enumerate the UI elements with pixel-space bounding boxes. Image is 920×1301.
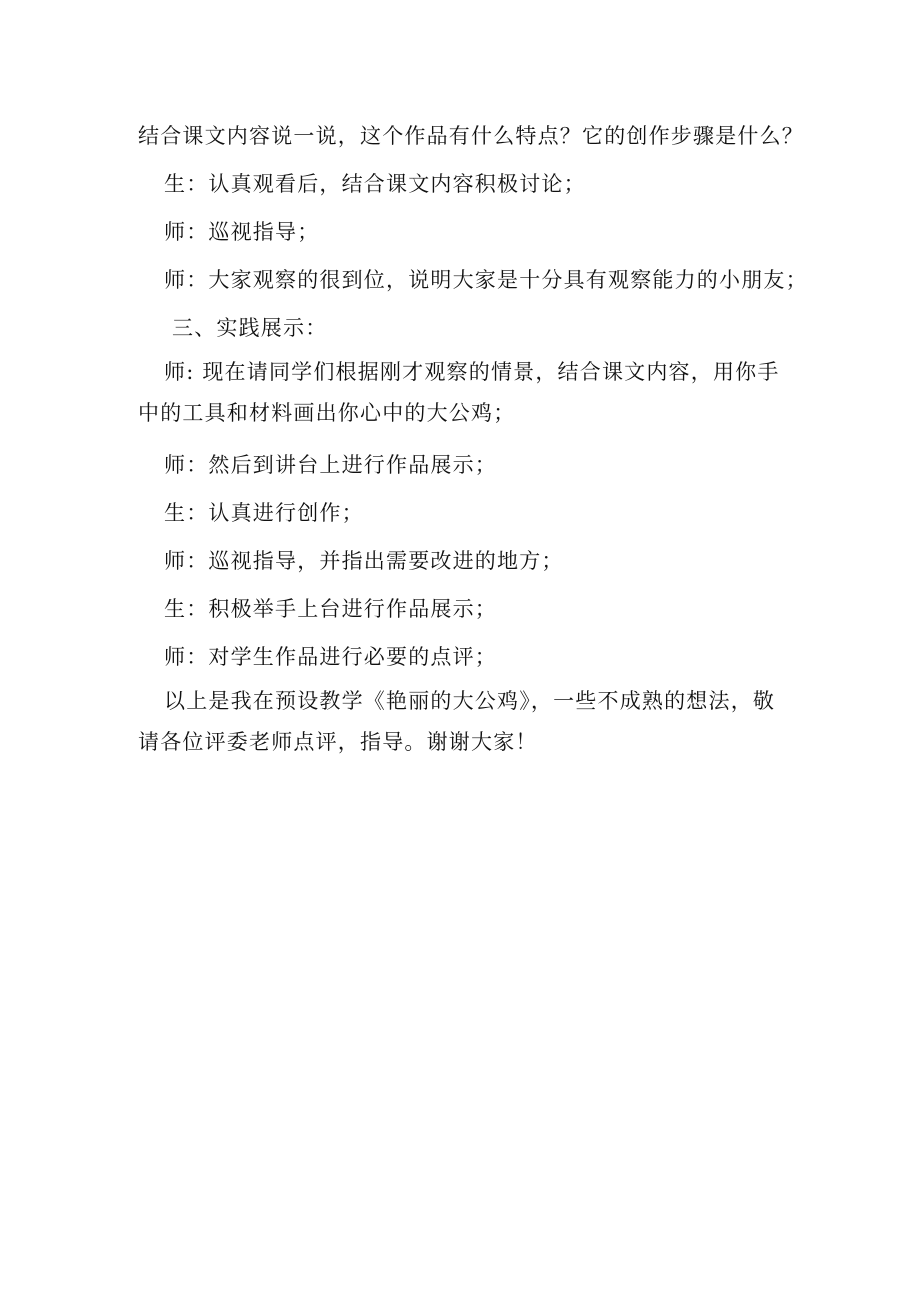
paragraph-student-discuss: 生：认真观看后，结合课文内容积极讨论； <box>164 172 586 196</box>
paragraph-question: 结合课文内容说一说，这个作品有什么特点？它的创作步骤是什么？ <box>138 124 804 148</box>
paragraph-student-present: 生：积极举手上台进行作品展示； <box>164 597 497 621</box>
document-body <box>138 112 808 763</box>
paragraph-teacher-instruct: 师: 现在请同学们根据刚才观察的情景，结合课文内容，用你手中的工具和材料画出你心中的大公鸡； <box>138 360 780 425</box>
paragraph-teacher-praise: 师：大家观察的很到位，说明大家是十分具有观察能力的小朋友； <box>164 268 808 292</box>
paragraph-closing: 以上是我在预设教学《艳丽的大公鸡》，一些不成熟的想法，敬请各位评委老师点评，指导。谢谢大家！ <box>138 689 776 754</box>
paragraph-teacher-guide: 师：巡视指导； <box>164 220 320 244</box>
paragraph-teacher-improve: 师：巡视指导，并指出需要改进的地方； <box>164 549 564 573</box>
paragraph-teacher-review: 师：对学生作品进行必要的点评； <box>164 645 497 669</box>
section-heading-practice: 三、实践展示： <box>172 316 328 340</box>
paragraph-teacher-showcase: 师：然后到讲台上进行作品展示； <box>164 453 497 477</box>
paragraph-student-create: 生：认真进行创作； <box>164 501 364 525</box>
